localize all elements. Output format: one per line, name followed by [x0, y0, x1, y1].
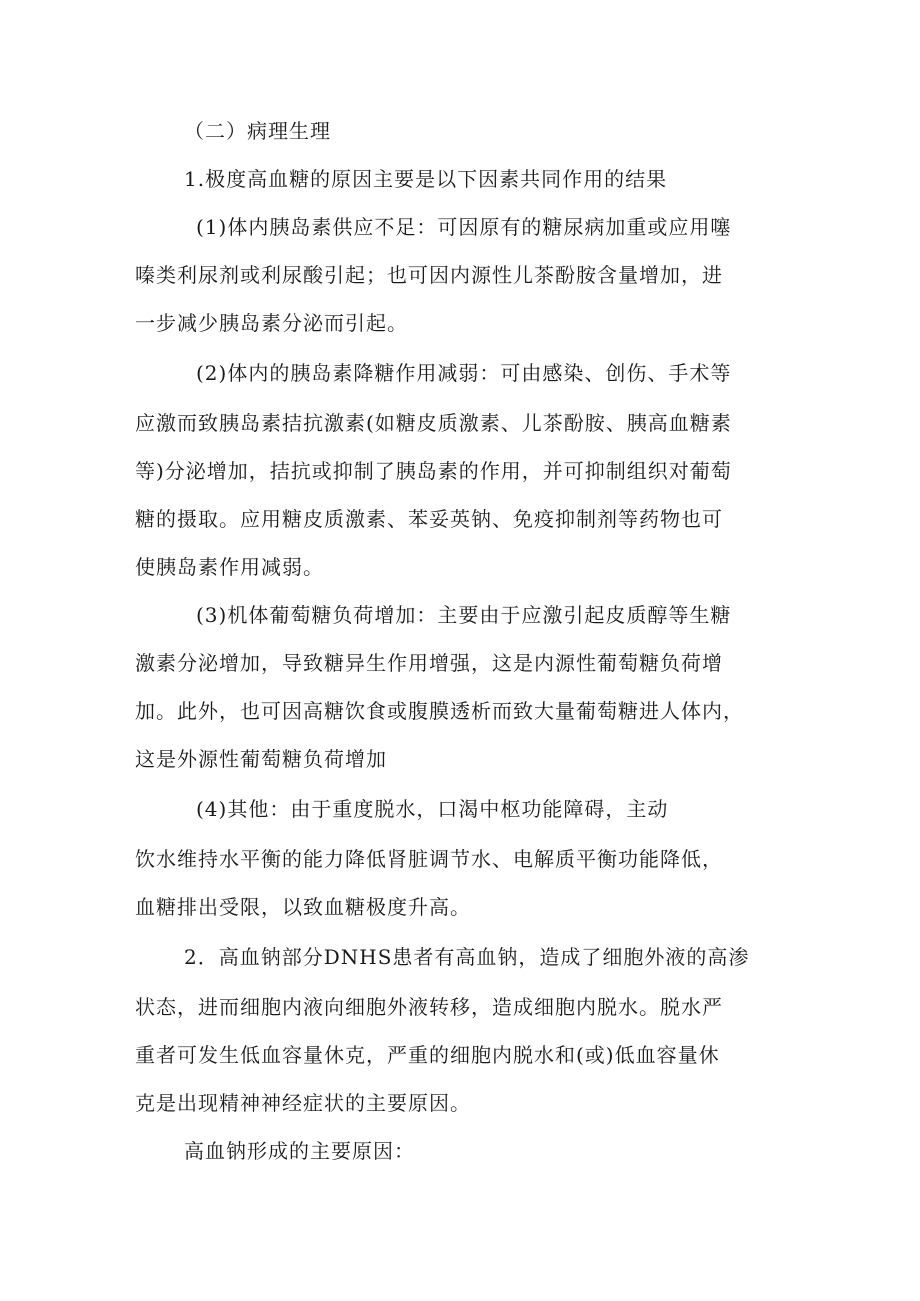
paragraph-line: 加。此外，也可因高糖饮食或腹膜透析而致大量葡萄糖进人体内，	[135, 699, 744, 723]
paragraph-line: 糖的摄取。应用糖皮质激素、苯妥英钠、免疫抑制剂等药物也可	[135, 507, 723, 531]
paragraph-line: 克是出现精神神经症状的主要原因。	[135, 1091, 471, 1115]
paragraph-line: 状态，进而细胞内液向细胞外液转移，造成细胞内脱水。脱水严	[135, 995, 723, 1019]
paragraph-line: 高血钠形成的主要原因：	[184, 1139, 415, 1163]
paragraph-line: (2)体内的胰岛素降糖作用减弱：可由感染、创伤、手术等	[196, 361, 732, 385]
paragraph-line: (4)其他：由于重度脱水，口渴中枢功能障碍，主动	[196, 797, 669, 821]
paragraph-line: 这是外源性葡萄糖负荷增加	[135, 747, 387, 771]
paragraph-line: 一步减少胰岛素分泌而引起。	[135, 311, 408, 335]
paragraph-line: 应激而致胰岛素拮抗激素(如糖皮质激素、儿茶酚胺、胰高血糖素	[135, 411, 732, 435]
paragraph-line: (3)机体葡萄糖负荷增加：主要由于应激引起皮质醇等生糖	[196, 603, 732, 627]
paragraph-line: 激素分泌增加，导致糖异生作用增强，这是内源性葡萄糖负荷增	[135, 651, 723, 675]
paragraph-line: 2．高血钠部分DNHS患者有高血钠，造成了细胞外液的高渗	[184, 945, 750, 969]
paragraph-line: 血糖排出受限，以致血糖极度升高。	[135, 895, 471, 919]
paragraph-line: 使胰岛素作用减弱。	[135, 555, 324, 579]
section-heading: （二）病理生理	[184, 119, 331, 143]
paragraph-line: 等)分泌增加，拮抗或抑制了胰岛素的作用，并可抑制组织对葡萄	[135, 459, 732, 483]
paragraph-line: 饮水维持水平衡的能力降低肾脏调节水、电解质平衡功能降低，	[135, 847, 723, 871]
paragraph-line: (1)体内胰岛素供应不足：可因原有的糖尿病加重或应用噻	[196, 215, 732, 239]
paragraph-line: 重者可发生低血容量休克，严重的细胞内脱水和(或)低血容量休	[135, 1043, 720, 1067]
subsection-heading: 1.极度高血糖的原因主要是以下因素共同作用的结果	[184, 167, 668, 191]
paragraph-line: 嗪类利尿剂或利尿酸引起；也可因内源性儿茶酚胺含量增加，进	[135, 263, 723, 287]
